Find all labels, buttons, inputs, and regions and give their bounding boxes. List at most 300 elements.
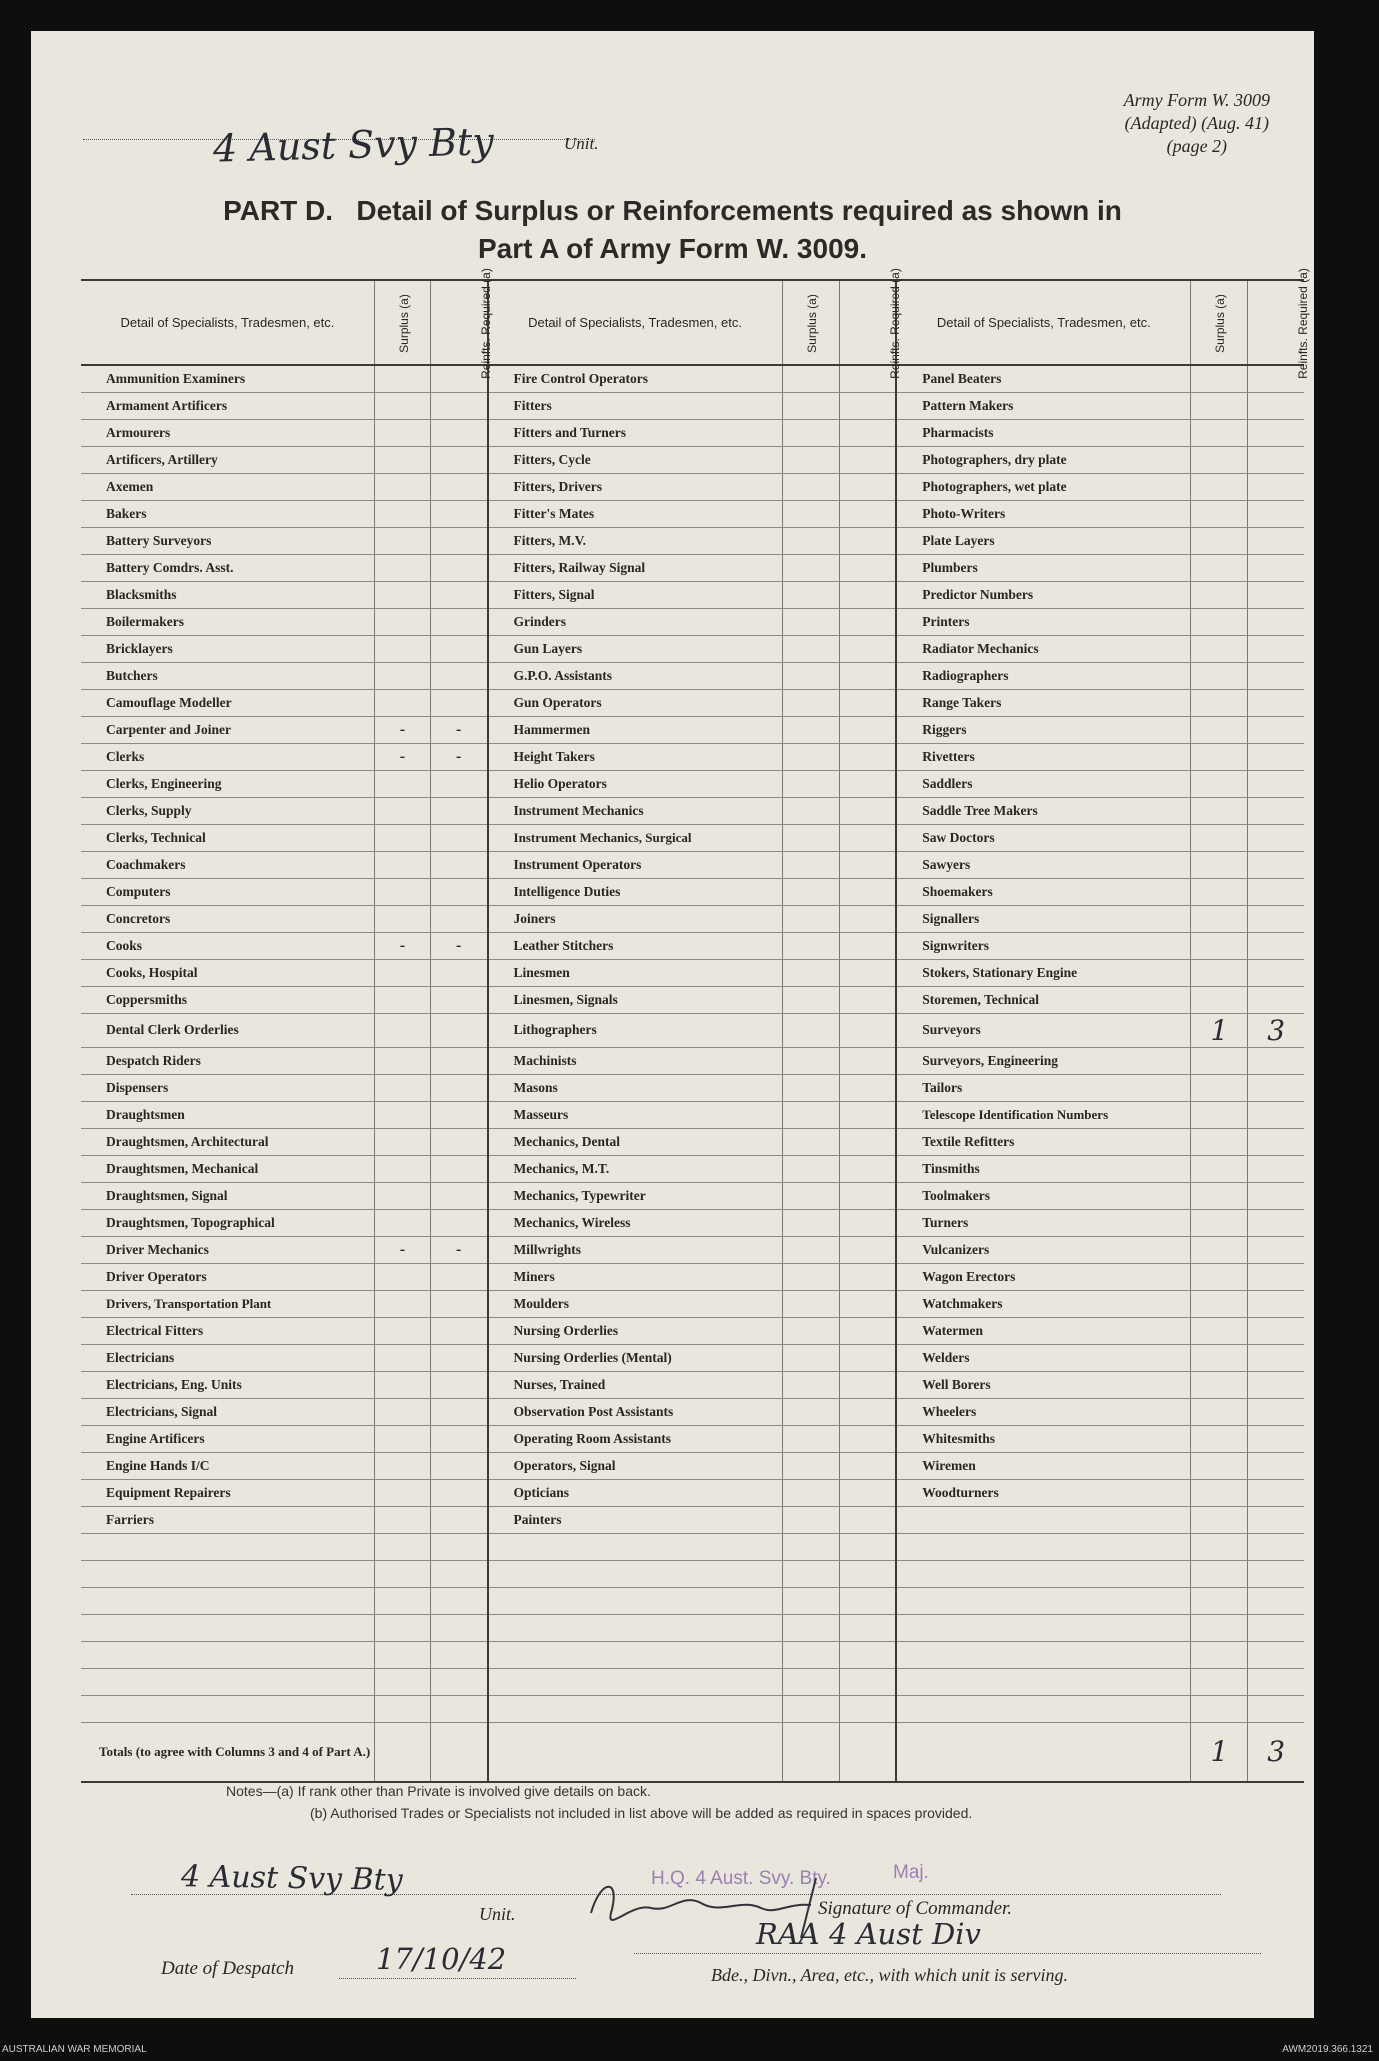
despatch-label: Date of Despatch [161,1958,294,1979]
surplus-cell-left [374,608,430,635]
surplus-cell-middle [782,1263,839,1290]
trade-name-left: Draughtsmen, Architectural [81,1128,374,1155]
trade-name-left: Clerks, Technical [81,824,374,851]
surplus-cell-middle [782,851,839,878]
surplus-cell-left [374,1013,430,1047]
trade-name-middle: Mechanics, Typewriter [488,1182,783,1209]
trade-name-left: Draughtsmen, Signal [81,1182,374,1209]
trade-name-middle: Fitters [488,392,783,419]
trade-name-middle: Lithographers [488,1013,783,1047]
trade-name-right: Whitesmiths [896,1425,1191,1452]
trade-name-left: Clerks [81,743,374,770]
surplus-cell-right [1191,716,1248,743]
required-cell-middle [839,986,896,1013]
table-row [81,1587,1304,1614]
trade-name-right: Tailors [896,1074,1191,1101]
required-cell-right [1248,473,1304,500]
surplus-cell-middle [782,932,839,959]
required-cell-middle [839,608,896,635]
required-cell-right [1248,1317,1304,1344]
required-cell-right [1248,1533,1304,1560]
trade-name-middle: Masseurs [488,1101,783,1128]
table-row [81,743,1304,770]
required-cell-left [430,554,487,581]
table-row [81,905,1304,932]
trade-name-middle [488,1587,783,1614]
surplus-cell-middle [782,716,839,743]
required-cell-right [1248,959,1304,986]
trade-name-middle: Fitters, Signal [488,581,783,608]
surplus-cell-middle [782,1344,839,1371]
surplus-cell-left [374,1614,430,1641]
trade-name-right: Wheelers [896,1398,1191,1425]
surplus-cell-middle [782,1371,839,1398]
table-row [81,1560,1304,1587]
surplus-cell-middle [782,446,839,473]
surplus-cell-left [374,1641,430,1668]
required-cell-middle [839,1371,896,1398]
trade-name-middle: Gun Operators [488,689,783,716]
table-row [81,959,1304,986]
surplus-cell-middle [782,1209,839,1236]
surplus-cell-left [374,1479,430,1506]
trade-name-right [896,1668,1191,1695]
surplus-cell-middle [782,905,839,932]
table-row [81,824,1304,851]
required-cell-right [1248,1290,1304,1317]
footer-unit-label: Unit. [479,1904,516,1924]
surplus-cell-middle [782,1587,839,1614]
surplus-cell-left: - [374,1236,430,1263]
required-cell-middle [839,1236,896,1263]
surplus-cell-left [374,770,430,797]
required-cell-left [430,770,487,797]
surplus-cell-left [374,689,430,716]
surplus-cell-right [1191,1425,1248,1452]
surplus-cell-middle [782,743,839,770]
surplus-cell-left [374,581,430,608]
surplus-cell-left [374,1182,430,1209]
required-cell-left [430,1560,487,1587]
required-cell-left [430,635,487,662]
surplus-cell-right [1191,1263,1248,1290]
trade-name-left: Equipment Repairers [81,1479,374,1506]
trade-name-left: Clerks, Supply [81,797,374,824]
required-cell-left [430,1614,487,1641]
totals-empty [839,1722,896,1782]
trade-name-right: Radiographers [896,662,1191,689]
trade-name-middle: Nursing Orderlies (Mental) [488,1344,783,1371]
required-cell-right [1248,1155,1304,1182]
header-detail-right: Detail of Specialists, Tradesmen, etc. [896,280,1191,365]
surplus-cell-right [1191,500,1248,527]
trade-name-middle: Intelligence Duties [488,878,783,905]
trade-name-middle: Observation Post Assistants [488,1398,783,1425]
surplus-cell-left [374,986,430,1013]
table-row [81,527,1304,554]
surplus-cell-left [374,797,430,824]
required-cell-left [430,986,487,1013]
surplus-cell-left [374,1587,430,1614]
surplus-cell-left [374,1425,430,1452]
surplus-cell-right [1191,1371,1248,1398]
table-row [81,554,1304,581]
surplus-cell-left: - [374,716,430,743]
required-cell-left: - [430,1236,487,1263]
required-cell-middle [839,1668,896,1695]
required-cell-left [430,1263,487,1290]
trade-name-right: Telescope Identification Numbers [896,1101,1191,1128]
required-cell-left [430,581,487,608]
required-cell-middle [839,1398,896,1425]
surplus-cell-right [1191,1047,1248,1074]
despatch-dotted-line [339,1978,576,1979]
trade-name-right: Pattern Makers [896,392,1191,419]
trade-name-middle: Fitters, Drivers [488,473,783,500]
header-reinfts-label: Reinfts. Required (a) [887,268,902,379]
trade-name-left: Coppersmiths [81,986,374,1013]
trade-name-left: Concretors [81,905,374,932]
table-row [81,1290,1304,1317]
required-cell-left [430,878,487,905]
required-cell-middle [839,1344,896,1371]
trade-name-left: Cooks, Hospital [81,959,374,986]
trade-name-middle: Operating Room Assistants [488,1425,783,1452]
specialists-table [81,268,1311,1783]
trade-name-right: Textile Refitters [896,1128,1191,1155]
header-reinfts-middle [839,268,902,379]
required-cell-middle [839,1641,896,1668]
surplus-cell-right [1191,878,1248,905]
surplus-cell-middle [782,1013,839,1047]
bde-label: Bde., Divn., Area, etc., with which unit is serving. [711,1965,1068,1985]
required-cell-middle [839,959,896,986]
table-row [81,1013,1304,1047]
trade-name-left: Butchers [81,662,374,689]
trade-name-right [896,1587,1191,1614]
table-row [81,851,1304,878]
required-cell-right [1248,608,1304,635]
trade-name-middle: Fitter's Mates [488,500,783,527]
required-cell-middle [839,1614,896,1641]
table-row [81,581,1304,608]
surplus-cell-right [1191,932,1248,959]
trade-name-middle: Fitters and Turners [488,419,783,446]
required-cell-right [1248,1182,1304,1209]
required-cell-right [1248,1479,1304,1506]
trade-name-left: Draughtsmen [81,1101,374,1128]
required-cell-right [1248,1398,1304,1425]
surplus-cell-left [374,662,430,689]
table-row [81,1155,1304,1182]
required-cell-middle [839,1317,896,1344]
surplus-cell-right: 1 [1191,1013,1248,1047]
surplus-cell-left [374,554,430,581]
trade-name-right: Radiator Mechanics [896,635,1191,662]
trade-name-right: Woodturners [896,1479,1191,1506]
required-cell-right [1248,851,1304,878]
header-surplus-label: Surplus (a) [1213,294,1228,353]
surplus-cell-right [1191,1128,1248,1155]
required-cell-middle [839,716,896,743]
trade-name-left: Farriers [81,1506,374,1533]
trade-name-left: Electrical Fitters [81,1317,374,1344]
trade-name-left [81,1641,374,1668]
surplus-cell-right [1191,1641,1248,1668]
surplus-cell-middle [782,1047,839,1074]
trade-name-middle [488,1668,783,1695]
required-cell-middle [839,1182,896,1209]
trade-name-left: Camouflage Modeller [81,689,374,716]
unit-handwritten-entry: 4 Aust Svy Bty [212,119,495,171]
surplus-cell-left [374,1533,430,1560]
surplus-cell-middle [782,1641,839,1668]
required-cell-right [1248,716,1304,743]
surplus-cell-right [1191,392,1248,419]
surplus-cell-right [1191,1182,1248,1209]
trade-name-right: Well Borers [896,1371,1191,1398]
trade-name-left [81,1614,374,1641]
trade-name-right [896,1695,1191,1722]
surplus-cell-right [1191,1155,1248,1182]
table-row [81,1668,1304,1695]
required-cell-middle [839,824,896,851]
table-row [81,1074,1304,1101]
totals-label: Totals (to agree with Columns 3 and 4 of Part A.) [81,1722,374,1782]
trade-name-left: Coachmakers [81,851,374,878]
surplus-cell-middle [782,1128,839,1155]
table-row [81,1209,1304,1236]
surplus-cell-right [1191,1614,1248,1641]
required-cell-left [430,446,487,473]
totals-empty [430,1722,487,1782]
surplus-cell-left [374,1668,430,1695]
surplus-cell-middle [782,1668,839,1695]
surplus-cell-right [1191,1101,1248,1128]
trade-name-left: Driver Mechanics [81,1236,374,1263]
required-cell-left [430,797,487,824]
header-surplus-label: Surplus (a) [396,294,411,353]
surplus-cell-right [1191,473,1248,500]
surplus-cell-left [374,1047,430,1074]
trade-name-right: Wagon Erectors [896,1263,1191,1290]
totals-required: 3 [1248,1722,1304,1782]
trade-name-left: Electricians, Signal [81,1398,374,1425]
table-row [81,986,1304,1013]
trade-name-middle: Moulders [488,1290,783,1317]
trade-name-right: Toolmakers [896,1182,1191,1209]
surplus-cell-left [374,1290,430,1317]
required-cell-left [430,1398,487,1425]
table-row [81,1344,1304,1371]
surplus-cell-right [1191,419,1248,446]
required-cell-right [1248,1074,1304,1101]
totals-empty [374,1722,430,1782]
trade-name-middle [488,1614,783,1641]
trade-name-middle: Miners [488,1263,783,1290]
trade-name-right [896,1614,1191,1641]
trade-name-left [81,1668,374,1695]
trade-name-middle: Mechanics, M.T. [488,1155,783,1182]
required-cell-middle [839,473,896,500]
surplus-cell-middle [782,365,839,392]
trade-name-middle: Instrument Mechanics [488,797,783,824]
required-cell-left: - [430,743,487,770]
surplus-cell-middle [782,959,839,986]
totals-row [81,1722,1304,1782]
trade-name-left: Axemen [81,473,374,500]
surplus-cell-left: - [374,743,430,770]
trade-name-left [81,1587,374,1614]
table-row [81,1101,1304,1128]
required-cell-right [1248,662,1304,689]
required-cell-right [1248,824,1304,851]
trade-name-left: Ammunition Examiners [81,365,374,392]
trade-name-right: Saddlers [896,770,1191,797]
table-row [81,716,1304,743]
required-cell-left [430,1182,487,1209]
surplus-cell-right [1191,662,1248,689]
surplus-cell-right [1191,851,1248,878]
table-row [81,1263,1304,1290]
surplus-cell-middle [782,527,839,554]
required-cell-right [1248,1695,1304,1722]
totals-empty [488,1722,783,1782]
table-row [81,500,1304,527]
surplus-cell-middle [782,689,839,716]
trade-name-left: Electricians, Eng. Units [81,1371,374,1398]
surplus-cell-left [374,473,430,500]
required-cell-right [1248,1209,1304,1236]
surplus-cell-middle [782,986,839,1013]
required-cell-left [430,1479,487,1506]
required-cell-middle [839,770,896,797]
trade-name-right: Sawyers [896,851,1191,878]
surplus-cell-middle [782,392,839,419]
totals-surplus: 1 [1191,1722,1248,1782]
table-row [81,770,1304,797]
required-cell-right [1248,1101,1304,1128]
table-row [81,635,1304,662]
required-cell-left [430,1074,487,1101]
required-cell-left [430,1209,487,1236]
trade-name-right [896,1533,1191,1560]
required-cell-right [1248,392,1304,419]
trade-name-middle: Helio Operators [488,770,783,797]
trade-name-left: Despatch Riders [81,1047,374,1074]
trade-name-right: Watermen [896,1317,1191,1344]
required-cell-middle [839,1479,896,1506]
table-row [81,1479,1304,1506]
trade-name-middle: Fitters, Railway Signal [488,554,783,581]
surplus-cell-left [374,1371,430,1398]
required-cell-right [1248,500,1304,527]
trade-name-left: Draughtsmen, Mechanical [81,1155,374,1182]
surplus-cell-right [1191,1398,1248,1425]
surplus-cell-middle [782,1155,839,1182]
trade-name-right: Watchmakers [896,1290,1191,1317]
surplus-cell-middle [782,824,839,851]
required-cell-middle [839,662,896,689]
surplus-cell-left [374,824,430,851]
required-cell-middle [839,743,896,770]
required-cell-right [1248,932,1304,959]
header-reinfts-label: Reinfts. Required (a) [478,268,493,379]
surplus-cell-right [1191,824,1248,851]
required-cell-left [430,689,487,716]
hq-stamp: H.Q. 4 Aust. Svy. Bty. [651,1868,831,1889]
unit-label: Unit. [564,134,599,153]
header-surplus-left [374,280,430,365]
trade-name-right: Range Takers [896,689,1191,716]
table-row [81,1695,1304,1722]
header-detail-middle: Detail of Specialists, Tradesmen, etc. [488,280,783,365]
trade-name-middle [488,1695,783,1722]
surplus-cell-right [1191,743,1248,770]
surplus-cell-right [1191,986,1248,1013]
form-reference [1124,89,1270,158]
trade-name-right: Turners [896,1209,1191,1236]
required-cell-right [1248,1128,1304,1155]
trade-name-right: Vulcanizers [896,1236,1191,1263]
surplus-cell-right [1191,1695,1248,1722]
surplus-cell-left [374,1452,430,1479]
surplus-cell-middle [782,1695,839,1722]
required-cell-left [430,1317,487,1344]
surplus-cell-middle [782,554,839,581]
trade-name-right: Photographers, wet plate [896,473,1191,500]
required-cell-left [430,1290,487,1317]
required-cell-left [430,419,487,446]
trade-name-middle: Painters [488,1506,783,1533]
surplus-cell-left [374,1560,430,1587]
required-cell-middle [839,500,896,527]
table-header-row [81,280,1304,365]
required-cell-middle [839,392,896,419]
required-cell-left [430,392,487,419]
header-reinfts-left [430,268,493,379]
trade-name-left: Cooks [81,932,374,959]
trade-name-left: Draughtsmen, Topographical [81,1209,374,1236]
table-row [81,878,1304,905]
title-line-1: PART D. Detail of Surplus or Reinforcements required as shown in [223,195,1122,226]
table-body [81,365,1304,1782]
trade-name-right: Pharmacists [896,419,1191,446]
surplus-cell-right [1191,689,1248,716]
surplus-cell-left [374,446,430,473]
title-line-2: Part A of Army Form W. 3009. [478,233,867,264]
required-cell-right [1248,1236,1304,1263]
stamp-rank: Maj. [893,1862,929,1883]
totals-empty [782,1722,839,1782]
table-row [81,1533,1304,1560]
required-cell-left [430,500,487,527]
surplus-cell-middle [782,1101,839,1128]
notes [226,1780,972,1824]
required-cell-right [1248,554,1304,581]
signature-label: Signature of Commander. [818,1898,1013,1919]
required-cell-right [1248,1614,1304,1641]
trade-name-middle: Fire Control Operators [488,365,783,392]
note-b: (b) Authorised Trades or Specialists not included in list above will be added as required in spaces provided. [310,1805,973,1821]
required-cell-middle [839,1047,896,1074]
trade-name-left: Electricians [81,1344,374,1371]
trade-name-right [896,1560,1191,1587]
surplus-cell-right [1191,770,1248,797]
trade-name-middle: Hammermen [488,716,783,743]
trade-name-left: Driver Operators [81,1263,374,1290]
surplus-cell-left [374,1317,430,1344]
